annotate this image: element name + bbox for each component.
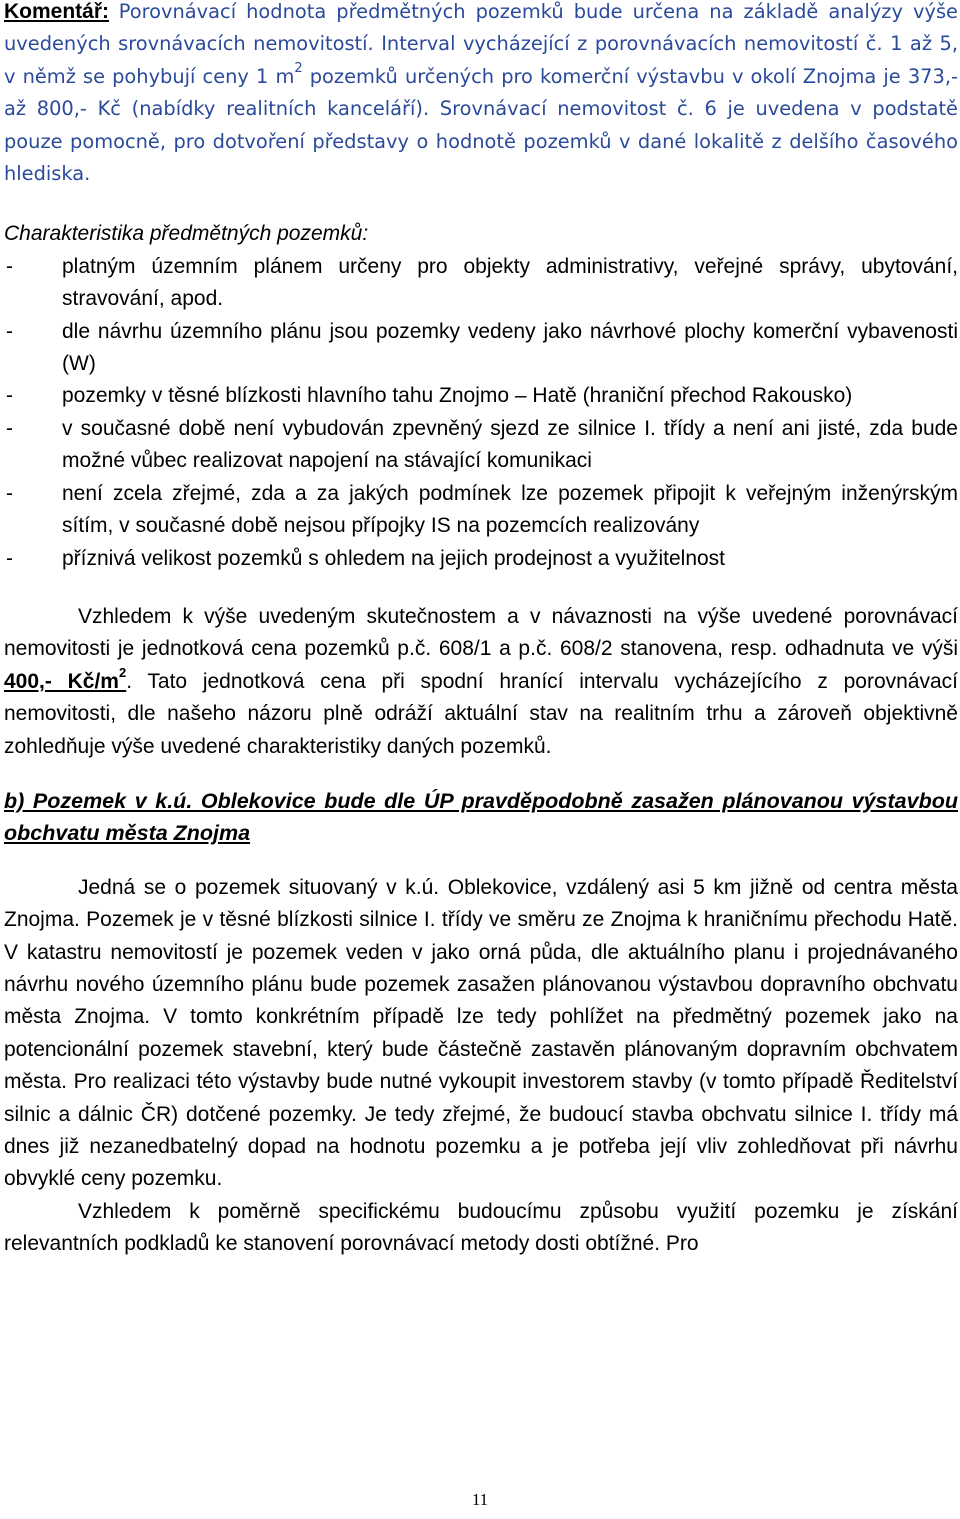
section-b-heading: b) Pozemek v k.ú. Oblekovice bude dle ÚP pravděpodobně zasažen plánovanou výstavbou obchvatu města Znojma — [4, 788, 958, 846]
page-number: 11 — [471, 1490, 489, 1509]
list-item: - pozemky v těsné blízkosti hlavního tahu Znojmo – Hatě (hraniční přechod Rakousko) — [6, 384, 853, 408]
unit-price: 400,- $Kč/m^2$ — [4, 664, 127, 693]
komentar-label: Komentář: — [4, 0, 110, 23]
charakteristika-list — [4, 251, 958, 575]
charakteristika-heading: Charakteristika předmětných pozemků: — [4, 222, 369, 246]
pozemek-description-paragraph: Jedná se o pozemek situovaný v k.ú. Oblekovice, vzdálený asi 5 km jižně od centra města Znojma. Pozemek je v těsné blízkosti silnice I. třídy ve směru ze Znojma k hraničnímu přechodu Hatě. V katastru nemovitostí je pozemek veden v jako orná půda, dle aktuálního planu i projednávaného návrhu nového územního plánu bude pozemek zasažen plánovanou výstavbou dopravního obchvatu města Znojma. V tomto konkrétním případě lze tedy pohlížet na předmětný pozemek jako na potencionální pozemek stavební, který bude částečně zastavěn plánovaným dopravním obchvatem města. Pro realizaci této výstavby bude nutné vykoupit investorem stavby (v tomto případě Ředitelství silnic a dálnic ČR) dotčené pozemky. Je tedy zřejmé, že budoucí stavba obchvatu silnice I. třídy má dnes již nezanedbatelný dopad na hodnotu pozemku a je potřeba její vliv zohledňovat při návrhu obvyklé ceny pozemku. — [4, 875, 958, 1191]
komentar-paragraph — [4, 0, 958, 190]
vzhledem-paragraph: Vzhledem k výše uvedeným skutečnostem a v návaznosti na výše uvedené porovnávací nemovitosti je jednotková cena pozemků p.č. 608/1 a p.č. 608/2 stanovena, resp. odhadnuta ve výši 400,- $Kč/m^2$. Tato jednotková cena při spodní hranící intervalu vycházejícího z porovnávací nemovitosti, dle našeho názoru plně odráží aktuální stav na realitním trhu a zároveň objektivně zohledňuje výše uvedené charakteristiky daných pozemků. — [4, 604, 958, 758]
list-item: - platným územním plánem určeny pro objekty administrativy, veřejné správy, ubytování, stravování, apod. — [6, 254, 958, 311]
list-item: - příznivá velikost pozemků s ohledem na jejich prodejnost a využitelnost — [6, 546, 726, 570]
komentar-text: Porovnávací hodnota předmětných pozemků bude určena na základě analýzy výše uvedených srovnávacích nemovitostí. Interval vycházející z porovnávacích nemovitostí č. 1 až 5, v němž se pohybují ceny 1 $m^2$ pozemků určených pro komerční výstavbu v okolí Znojma je 373,- až 800,- Kč (nabídky realitních kanceláří). Srovnávací nemovitost č. 6 je uvedena v podstatě pouze pomocně, pro dotvoření představy o hodnotě pozemků v dané lokalitě z delšího časového hlediska. — [4, 0, 959, 186]
list-item: - v současné době není vybudován zpevněný sjezd ze silnice I. třídy a není ani jisté, zda bude možné vůbec realizovat napojení na stávající komunikaci — [6, 416, 958, 473]
document-page — [4, 0, 958, 1261]
list-item: - dle návrhu územního plánu jsou pozemky vedeny jako návrhové plochy komerční vybavenosti (W) — [6, 319, 958, 376]
list-item: - není zcela zřejmé, zda a za jakých podmínek lze pozemek připojit k veřejným inženýrským sítím, v současné době nejsou přípojky IS na pozemcích realizovány — [6, 481, 958, 538]
vzhledem-specific-paragraph: Vzhledem k poměrně specifickému budoucímu způsobu využití pozemku je získání relevantních podkladů ke stanovení porovnávací metody dosti obtížné. Pro — [4, 1199, 958, 1256]
